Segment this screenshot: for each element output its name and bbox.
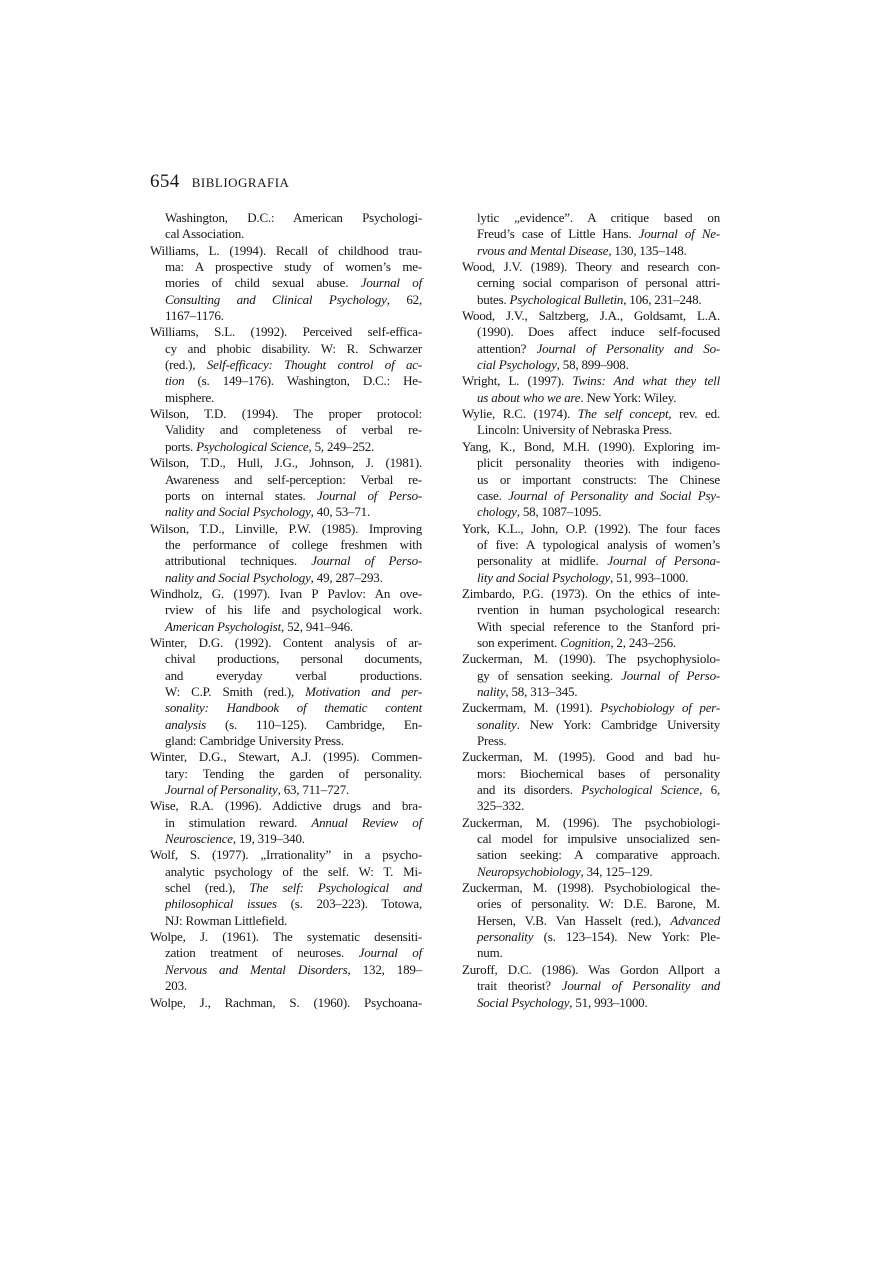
bibliography-entry	[462, 308, 720, 373]
bibliography-line	[462, 439, 720, 455]
bibliography-entry	[150, 586, 422, 635]
italic-text-run: nality	[477, 683, 506, 699]
text-run: Winter, D.G., Stewart, A.J. (1995). Commen-	[150, 749, 422, 765]
text-run: Windholz, G. (1997). Ivan P Pavlov: An ove-	[150, 585, 422, 601]
text-run: plicit personality theories with indigeno-	[477, 455, 720, 471]
bibliography-line	[150, 243, 422, 259]
text-run: , 58, 313–345.	[505, 683, 578, 699]
bibliography-line	[462, 635, 720, 651]
text-run: tary: Tending the garden of personality.	[165, 765, 422, 781]
bibliography-line	[150, 275, 422, 291]
text-run: , 2, 243–256.	[610, 634, 676, 650]
text-run: , 5, 249–252.	[308, 438, 375, 454]
italic-text-run: Journal of	[358, 945, 422, 961]
text-run: butes.	[477, 291, 510, 307]
text-run: Yang, K., Bond, M.H. (1990). Exploring im-	[462, 438, 720, 454]
bibliography-line	[150, 880, 422, 896]
text-run: rview of his life and psychological work.	[165, 602, 422, 618]
text-run: cal Association.	[165, 226, 245, 242]
bibliography-line	[150, 390, 422, 406]
italic-text-run: Journal of Perso-	[621, 667, 720, 683]
italic-text-run: Journal of Perso-	[311, 553, 422, 569]
bibliography-line	[150, 717, 422, 733]
bibliography-line	[150, 537, 422, 553]
text-run: , 34, 125–129.	[580, 863, 653, 879]
italic-text-run: Cognition	[560, 634, 611, 650]
text-run: , 130, 135–148.	[608, 242, 687, 258]
bibliography-line	[462, 570, 720, 586]
text-run: lytic „evidence”. A critique based on	[477, 210, 720, 225]
italic-text-run: rvous and Mental Disease	[477, 242, 609, 258]
text-run: num.	[477, 945, 503, 961]
italic-text-run: Journal of Personality and	[561, 978, 720, 994]
bibliography-line	[150, 896, 422, 912]
bibliography-entry	[462, 373, 720, 406]
italic-text-run: Journal of Personality and So-	[536, 340, 720, 356]
bibliography-line	[462, 684, 720, 700]
bibliography-line	[150, 586, 422, 602]
text-run: Williams, S.L. (1992). Perceived self-effica-	[150, 324, 422, 340]
italic-text-run: Consulting and Clinical Psychology	[165, 291, 387, 307]
bibliography-line	[462, 455, 720, 471]
text-run: Validity and completeness of verbal re-	[165, 422, 422, 438]
text-run: Washington, D.C.: American Psychologi-	[165, 210, 422, 225]
bibliography-line	[462, 766, 720, 782]
bibliography-line	[150, 439, 422, 455]
bibliography-line	[462, 308, 720, 324]
text-run: gland: Cambridge University Press.	[165, 733, 344, 748]
bibliography-line	[150, 521, 422, 537]
bibliography-line	[150, 782, 422, 798]
italic-text-run: sonality	[477, 716, 517, 732]
bibliography-line	[150, 553, 422, 569]
bibliography-line	[462, 472, 720, 488]
bibliography-entry	[150, 929, 422, 994]
text-run: Zuckermam, M. (1991).	[462, 700, 601, 716]
bibliography-line	[462, 782, 720, 798]
bibliography-entry	[462, 521, 720, 586]
text-run: W: C.P. Smith (red.),	[165, 683, 306, 699]
bibliography-line	[150, 798, 422, 814]
bibliography-entry	[150, 406, 422, 455]
bibliography-entry	[462, 651, 720, 700]
bibliography-entry	[150, 635, 422, 749]
bibliography-line	[150, 341, 422, 357]
bibliography-line	[150, 945, 422, 961]
text-run: (s. 123–154). New York: Ple-	[533, 929, 720, 945]
italic-text-run: Neuroscience	[165, 831, 233, 847]
text-run: Press.	[477, 733, 507, 748]
italic-text-run: us about who we are	[477, 389, 581, 405]
text-run: , 132, 189–	[347, 961, 422, 977]
text-run: Wilson, T.D. (1994). The proper protocol:	[150, 406, 422, 422]
bibliography-line	[150, 455, 422, 471]
bibliography-line	[462, 717, 720, 733]
bibliography-line	[462, 521, 720, 537]
bibliography-entry	[150, 521, 422, 586]
text-run: , 19, 319–340.	[232, 831, 305, 847]
bibliography-entry	[462, 406, 720, 439]
text-run: cal model for impulsive unsocialized sen-	[477, 831, 720, 847]
text-run: Wise, R.A. (1996). Addictive drugs and bra-	[150, 798, 422, 814]
bibliography-line	[462, 978, 720, 994]
bibliography-entry	[150, 798, 422, 847]
bibliography-line	[462, 700, 720, 716]
bibliography-entry	[150, 749, 422, 798]
bibliography-entry	[462, 880, 720, 962]
bibliography-line	[150, 929, 422, 945]
italic-text-run: cial Psychology	[477, 357, 557, 373]
text-run: mors: Biochemical bases of personality	[477, 765, 720, 781]
text-run: Wilson, T.D., Hull, J.G., Johnson, J. (1981).	[150, 455, 422, 471]
italic-text-run: tion	[165, 373, 185, 389]
bibliography-line	[462, 864, 720, 880]
bibliography-line	[462, 275, 720, 291]
bibliography-line	[150, 602, 422, 618]
bibliography-line	[462, 602, 720, 618]
bibliography-entry	[462, 439, 720, 521]
bibliography-line	[462, 341, 720, 357]
italic-text-run: lity and Social Psychology	[477, 569, 611, 585]
text-run: Wolpe, J., Rachman, S. (1960). Psychoana-	[150, 994, 422, 1010]
text-run: , 106, 231–248.	[623, 291, 702, 307]
bibliography-column-left	[150, 210, 422, 1011]
bibliography-line	[150, 308, 422, 324]
italic-text-run: Annual Review of	[311, 814, 422, 830]
text-run: in stimulation reward.	[165, 814, 312, 830]
text-run: , 63, 711–727.	[277, 782, 350, 798]
italic-text-run: The self: Psychological and	[249, 880, 422, 896]
bibliography-line	[462, 406, 720, 422]
bibliography-line	[462, 210, 720, 226]
bibliography-line	[462, 749, 720, 765]
bibliography-line	[462, 880, 720, 896]
bibliography-line	[462, 815, 720, 831]
bibliography-line	[150, 422, 422, 438]
text-run: and everyday verbal productions.	[165, 667, 422, 683]
text-run: Winter, D.G. (1992). Content analysis of ar-	[150, 634, 422, 650]
text-run: . New York: Wiley.	[580, 389, 677, 405]
bibliography-line	[462, 292, 720, 308]
bibliography-line	[462, 668, 720, 684]
text-run: . New York: Cambridge University	[516, 716, 720, 732]
text-run: , 6,	[699, 782, 721, 798]
text-run: 1167–1176.	[165, 308, 224, 324]
bibliography-line	[462, 373, 720, 389]
bibliography-line	[150, 913, 422, 929]
bibliography-entry	[462, 962, 720, 1011]
bibliography-entry	[150, 210, 422, 243]
bibliography-column-right	[462, 210, 720, 1011]
italic-text-run: philosophical issues	[165, 896, 277, 912]
bibliography-entry	[150, 995, 422, 1011]
page-number: 654	[150, 171, 180, 192]
italic-text-run: Self-efficacy: Thought control of ac-	[206, 357, 422, 373]
bibliography-entry	[462, 586, 720, 651]
bibliography-line	[150, 504, 422, 520]
text-run: Wood, J.V., Saltzberg, J.A., Goldsamt, L.A.	[462, 308, 720, 324]
bibliography-line	[150, 488, 422, 504]
text-run: of five: A typological analysis of women’s	[477, 536, 720, 552]
text-run: cerning social comparison of personal attri-	[477, 275, 720, 291]
text-run: Zuckerman, M. (1998). Psychobiological the-	[462, 880, 720, 896]
bibliography-line	[462, 619, 720, 635]
text-run: ma: A prospective study of women’s me-	[165, 259, 422, 275]
text-run: analytic psychology of the self. W: T. Mi-	[165, 863, 422, 879]
italic-text-run: Psychological Science	[581, 782, 700, 798]
text-run: Wylie, R.C. (1974).	[462, 406, 578, 422]
italic-text-run: Advanced	[670, 912, 720, 928]
text-run: NJ: Rowman Littlefield.	[165, 912, 288, 928]
bibliography-line	[150, 700, 422, 716]
bibliography-line	[150, 847, 422, 863]
italic-text-run: The self concept	[577, 406, 669, 422]
italic-text-run: Journal of Personality	[165, 782, 278, 798]
text-run: (1990). Does affect induce self-focused	[477, 324, 720, 340]
bibliography-line	[462, 798, 720, 814]
bibliography-line	[462, 537, 720, 553]
bibliography-line	[150, 472, 422, 488]
text-run: Zuckerman, M. (1995). Good and bad hu-	[462, 749, 720, 765]
bibliography-entry	[150, 243, 422, 325]
italic-text-run: Neuropsychobiology	[477, 863, 581, 879]
bibliography-line	[150, 815, 422, 831]
bibliography-line	[150, 406, 422, 422]
text-run: rvention in human psychological research:	[477, 602, 720, 618]
italic-text-run: sonality: Handbook of thematic content	[165, 700, 422, 716]
text-run: , 58, 899–908.	[556, 357, 629, 373]
text-run: (s. 110–125). Cambridge, En-	[206, 716, 422, 732]
text-run: Zuroff, D.C. (1986). Was Gordon Allport a	[462, 961, 720, 977]
bibliography-entry	[462, 259, 720, 308]
bibliography-line	[462, 422, 720, 438]
text-run: ories of personality. W: D.E. Barone, M.	[477, 896, 720, 912]
text-run: With special reference to the Stanford pri-	[477, 618, 720, 634]
text-run: , 62,	[386, 291, 422, 307]
bibliography-line	[150, 210, 422, 226]
text-run: Zuckerman, M. (1996). The psychobiologi-	[462, 814, 720, 830]
bibliography-line	[150, 684, 422, 700]
bibliography-line	[150, 831, 422, 847]
bibliography-line	[150, 357, 422, 373]
text-run: , 51, 993–1000.	[610, 569, 689, 585]
bibliography-line	[150, 324, 422, 340]
bibliography-entry	[150, 324, 422, 406]
text-run: sation seeking: A comparative approach.	[477, 847, 720, 863]
text-run: (s. 203–223). Totowa,	[276, 896, 422, 912]
text-run: chival productions, personal documents,	[165, 651, 422, 667]
bibliography-line	[462, 324, 720, 340]
text-run: zation treatment of neuroses.	[165, 945, 359, 961]
text-run: Wolf, S. (1977). „Irrationality” in a psycho-	[150, 847, 422, 863]
italic-text-run: Journal of	[360, 275, 422, 291]
italic-text-run: Twins: And what they tell	[572, 373, 720, 389]
bibliography-line	[462, 896, 720, 912]
italic-text-run: Psychological Science	[196, 438, 309, 454]
text-run: Wright, L. (1997).	[462, 373, 573, 389]
bibliography-line	[462, 488, 720, 504]
text-run: Wolpe, J. (1961). The systematic desensiti-	[150, 929, 422, 945]
italic-text-run: analysis	[165, 716, 207, 732]
bibliography-entry	[462, 749, 720, 814]
text-run: case.	[477, 487, 509, 503]
text-run: Lincoln: University of Nebraska Press.	[477, 422, 672, 438]
text-run: son experiment.	[477, 634, 561, 650]
bibliography-entry	[150, 455, 422, 520]
text-run: gy of sensation seeking.	[477, 667, 622, 683]
text-run: Awareness and self-perception: Verbal re-	[165, 471, 422, 487]
bibliography-line	[462, 243, 720, 259]
text-run: us or important constructs: The Chinese	[477, 471, 720, 487]
text-run: Wilson, T.D., Linville, P.W. (1985). Improving	[150, 520, 422, 536]
text-run: schel (red.),	[165, 880, 250, 896]
bibliography-line	[462, 995, 720, 1011]
text-run: (s. 149–176). Washington, D.C.: He-	[184, 373, 422, 389]
bibliography-line	[462, 226, 720, 242]
text-run: (red.),	[165, 357, 207, 373]
italic-text-run: Journal of Perso-	[317, 487, 423, 503]
text-run: Hersen, V.B. Van Hasselt (red.),	[477, 912, 671, 928]
text-run: personality at midlife.	[477, 553, 608, 569]
bibliography-line	[462, 553, 720, 569]
bibliography-line	[150, 226, 422, 242]
italic-text-run: American Psychologist	[165, 618, 282, 634]
italic-text-run: Journal of Persona-	[607, 553, 720, 569]
bibliography-line	[150, 978, 422, 994]
bibliography-line	[150, 373, 422, 389]
text-run: Wood, J.V. (1989). Theory and research con-	[462, 259, 720, 275]
bibliography-line	[462, 259, 720, 275]
bibliography-line	[150, 619, 422, 635]
italic-text-run: Journal of Personality and Social Psy-	[508, 487, 720, 503]
bibliography	[150, 210, 720, 1011]
bibliography-entry	[462, 700, 720, 749]
bibliography-line	[462, 504, 720, 520]
bibliography-line	[150, 995, 422, 1011]
italic-text-run: Motivation and per-	[305, 683, 422, 699]
text-run: trait theorist?	[477, 978, 562, 994]
text-run: , rev. ed.	[668, 406, 720, 422]
text-run: 203.	[165, 978, 187, 994]
bibliography-line	[462, 962, 720, 978]
bibliography-line	[462, 390, 720, 406]
text-run: cy and phobic disability. W: R. Schwarzer	[165, 340, 422, 356]
bibliography-line	[150, 864, 422, 880]
text-run: and its disorders.	[477, 782, 582, 798]
text-run: mories of child sexual abuse.	[165, 275, 361, 291]
text-run: ports on internal states.	[165, 487, 318, 503]
italic-text-run: Social Psychology	[477, 994, 570, 1010]
text-run: ports.	[165, 438, 197, 454]
bibliography-line	[150, 651, 422, 667]
italic-text-run: nality and Social Psychology	[165, 504, 311, 520]
bibliography-line	[150, 635, 422, 651]
text-run: the performance of college freshmen with	[165, 536, 422, 552]
text-run: attributional techniques.	[165, 553, 312, 569]
italic-text-run: personality	[477, 929, 534, 945]
bibliography-line	[462, 651, 720, 667]
bibliography-line	[150, 570, 422, 586]
italic-text-run: nality and Social Psychology	[165, 569, 311, 585]
text-run: , 51, 993–1000.	[569, 994, 648, 1010]
italic-text-run: Nervous and Mental Disorders	[165, 961, 348, 977]
bibliography-line	[462, 733, 720, 749]
text-run: , 49, 287–293.	[310, 569, 383, 585]
text-run: York, K.L., John, O.P. (1992). The four faces	[462, 520, 720, 536]
bibliography-line	[150, 292, 422, 308]
text-run: , 40, 53–71.	[310, 504, 371, 520]
text-run: Zuckerman, M. (1990). The psychophysiolo-	[462, 651, 720, 667]
bibliography-line	[150, 733, 422, 749]
text-run: , 58, 1087–1095.	[516, 504, 602, 520]
italic-text-run: chology	[477, 504, 517, 520]
bibliography-line	[462, 831, 720, 847]
running-head	[150, 171, 289, 193]
bibliography-entry	[462, 815, 720, 880]
text-run: , 52, 941–946.	[281, 618, 353, 634]
bibliography-line	[150, 766, 422, 782]
bibliography-line	[150, 749, 422, 765]
bibliography-line	[462, 929, 720, 945]
text-run: Williams, L. (1994). Recall of childhood trau-	[150, 242, 422, 258]
bibliography-line	[150, 668, 422, 684]
italic-text-run: Journal of Ne-	[638, 226, 720, 242]
bibliography-line	[462, 847, 720, 863]
bibliography-line	[462, 586, 720, 602]
bibliography-line	[462, 945, 720, 961]
text-run: 325–332.	[477, 798, 525, 814]
bibliography-entry	[462, 210, 720, 259]
text-run: Zimbardo, P.G. (1973). On the ethics of inte-	[462, 585, 720, 601]
italic-text-run: Psychobiology of per-	[600, 700, 721, 716]
bibliography-line	[150, 259, 422, 275]
page-header-title: BIBLIOGRAFIA	[191, 175, 290, 190]
text-run: attention?	[477, 340, 537, 356]
bibliography-line	[462, 913, 720, 929]
bibliography-line	[462, 357, 720, 373]
text-run: misphere.	[165, 389, 215, 405]
text-run: Freud’s case of Little Hans.	[477, 226, 639, 242]
italic-text-run: Psychological Bulletin	[509, 291, 624, 307]
bibliography-line	[150, 962, 422, 978]
bibliography-entry	[150, 847, 422, 929]
